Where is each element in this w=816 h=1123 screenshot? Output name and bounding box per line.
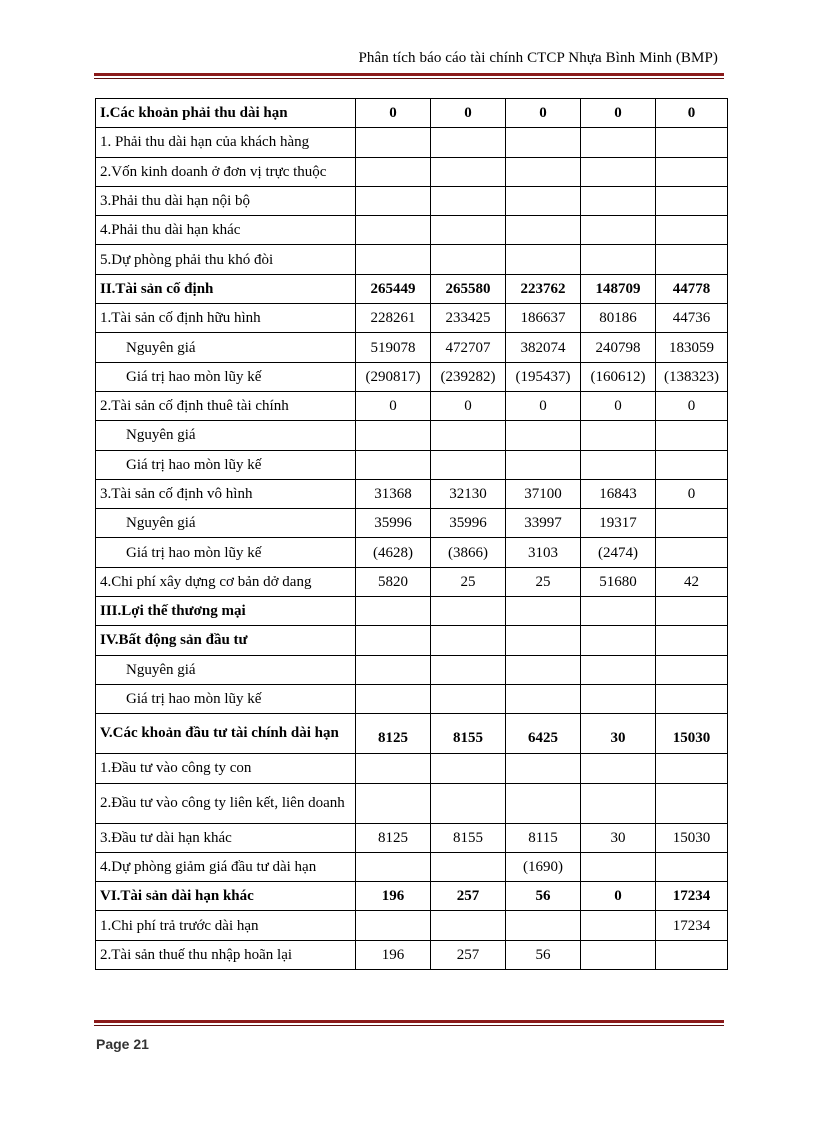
value-cell: [581, 245, 656, 274]
value-cell: 37100: [506, 479, 581, 508]
table-row: [96, 754, 728, 783]
value-cell: [581, 157, 656, 186]
value-cell: 56: [506, 882, 581, 911]
table-row: [96, 245, 728, 274]
value-cell: (195437): [506, 362, 581, 391]
value-cell: 25: [431, 567, 506, 596]
row-label: 2.Đầu tư vào công ty liên kết, liên doanh: [96, 783, 356, 823]
value-cell: [656, 655, 728, 684]
value-cell: (1690): [506, 852, 581, 881]
value-cell: [431, 754, 506, 783]
value-cell: [431, 421, 506, 450]
value-cell: [506, 245, 581, 274]
table-row: [96, 333, 728, 362]
value-cell: [506, 655, 581, 684]
balance-sheet-table: [95, 98, 728, 970]
table-row: [96, 450, 728, 479]
value-cell: [656, 940, 728, 969]
value-cell: 265449: [356, 274, 431, 303]
value-cell: [506, 128, 581, 157]
value-cell: [581, 597, 656, 626]
table-row: [96, 421, 728, 450]
row-label: 2.Tài sản cố định thuê tài chính: [96, 391, 356, 420]
value-cell: 19317: [581, 509, 656, 538]
value-cell: (4628): [356, 538, 431, 567]
value-cell: [506, 754, 581, 783]
value-cell: 30: [581, 714, 656, 754]
value-cell: 44778: [656, 274, 728, 303]
row-label: Nguyên giá: [96, 509, 356, 538]
table-row: [96, 391, 728, 420]
value-cell: 0: [431, 391, 506, 420]
value-cell: [431, 626, 506, 655]
value-cell: 16843: [581, 479, 656, 508]
value-cell: 17234: [656, 911, 728, 940]
value-cell: 8125: [356, 823, 431, 852]
page-number: Page 21: [96, 1036, 149, 1052]
value-cell: [656, 754, 728, 783]
table-row: [96, 274, 728, 303]
value-cell: [656, 128, 728, 157]
table-row: [96, 597, 728, 626]
value-cell: [431, 157, 506, 186]
row-label: 4.Dự phòng giảm giá đầu tư dài hạn: [96, 852, 356, 881]
value-cell: [581, 684, 656, 713]
table-row: [96, 626, 728, 655]
value-cell: 382074: [506, 333, 581, 362]
value-cell: 8155: [431, 714, 506, 754]
value-cell: [356, 852, 431, 881]
value-cell: [431, 597, 506, 626]
value-cell: [356, 216, 431, 245]
table-body: [96, 99, 728, 970]
table-row: [96, 882, 728, 911]
row-label: IV.Bất động sản đầu tư: [96, 626, 356, 655]
value-cell: [581, 186, 656, 215]
value-cell: [656, 509, 728, 538]
value-cell: [656, 186, 728, 215]
table-row: [96, 911, 728, 940]
value-cell: 196: [356, 882, 431, 911]
value-cell: 32130: [431, 479, 506, 508]
value-cell: 233425: [431, 304, 506, 333]
value-cell: [506, 911, 581, 940]
value-cell: 6425: [506, 714, 581, 754]
value-cell: 30: [581, 823, 656, 852]
value-cell: [431, 128, 506, 157]
value-cell: [506, 216, 581, 245]
value-cell: [656, 450, 728, 479]
value-cell: (160612): [581, 362, 656, 391]
value-cell: 0: [506, 391, 581, 420]
value-cell: [581, 655, 656, 684]
value-cell: [656, 852, 728, 881]
row-label: 1. Phải thu dài hạn của khách hàng: [96, 128, 356, 157]
row-label: 4.Chi phí xây dựng cơ bản dở dang: [96, 567, 356, 596]
value-cell: [431, 911, 506, 940]
value-cell: 35996: [356, 509, 431, 538]
footer-rule-thin: [94, 1025, 724, 1026]
value-cell: [581, 421, 656, 450]
value-cell: 183059: [656, 333, 728, 362]
value-cell: [356, 421, 431, 450]
value-cell: [506, 421, 581, 450]
row-label: Giá trị hao mòn lũy kế: [96, 362, 356, 391]
value-cell: [656, 421, 728, 450]
row-label: 1.Chi phí trả trước dài hạn: [96, 911, 356, 940]
header-rule-thin: [94, 78, 724, 79]
value-cell: [356, 626, 431, 655]
value-cell: 240798: [581, 333, 656, 362]
value-cell: [656, 597, 728, 626]
value-cell: [356, 157, 431, 186]
footer-rule-thick: [94, 1020, 724, 1023]
value-cell: [506, 186, 581, 215]
value-cell: 0: [656, 99, 728, 128]
table-row: [96, 479, 728, 508]
value-cell: 8125: [356, 714, 431, 754]
value-cell: 33997: [506, 509, 581, 538]
row-label: Nguyên giá: [96, 655, 356, 684]
value-cell: [581, 626, 656, 655]
value-cell: (239282): [431, 362, 506, 391]
value-cell: [581, 754, 656, 783]
value-cell: (2474): [581, 538, 656, 567]
value-cell: [431, 655, 506, 684]
value-cell: [656, 626, 728, 655]
value-cell: 17234: [656, 882, 728, 911]
value-cell: 257: [431, 882, 506, 911]
row-label: 3.Tài sản cố định vô hình: [96, 479, 356, 508]
table-row: [96, 538, 728, 567]
row-label: 5.Dự phòng phải thu khó đòi: [96, 245, 356, 274]
value-cell: 472707: [431, 333, 506, 362]
value-cell: [656, 538, 728, 567]
value-cell: 0: [506, 99, 581, 128]
table-row: [96, 509, 728, 538]
value-cell: [656, 245, 728, 274]
value-cell: 0: [356, 391, 431, 420]
value-cell: 51680: [581, 567, 656, 596]
value-cell: [431, 186, 506, 215]
value-cell: [506, 157, 581, 186]
value-cell: 8155: [431, 823, 506, 852]
value-cell: 25: [506, 567, 581, 596]
value-cell: [506, 597, 581, 626]
row-label: Nguyên giá: [96, 421, 356, 450]
value-cell: 0: [356, 99, 431, 128]
value-cell: [356, 684, 431, 713]
value-cell: 228261: [356, 304, 431, 333]
value-cell: [506, 450, 581, 479]
table-row: [96, 655, 728, 684]
row-label: V.Các khoản đầu tư tài chính dài hạn: [96, 714, 356, 754]
row-label: Giá trị hao mòn lũy kế: [96, 684, 356, 713]
value-cell: [431, 684, 506, 713]
value-cell: [581, 216, 656, 245]
value-cell: [356, 128, 431, 157]
value-cell: [581, 128, 656, 157]
value-cell: 15030: [656, 714, 728, 754]
value-cell: [506, 626, 581, 655]
table-row: [96, 128, 728, 157]
table-row: [96, 157, 728, 186]
value-cell: [356, 754, 431, 783]
value-cell: [581, 911, 656, 940]
value-cell: 0: [656, 391, 728, 420]
value-cell: [506, 783, 581, 823]
value-cell: [581, 783, 656, 823]
document-title: Phân tích báo cáo tài chính CTCP Nhựa Bình Minh (BMP): [358, 50, 718, 66]
row-label: 2.Tài sản thuế thu nhập hoãn lại: [96, 940, 356, 969]
value-cell: [656, 157, 728, 186]
row-label: Nguyên giá: [96, 333, 356, 362]
value-cell: 257: [431, 940, 506, 969]
table-row: [96, 852, 728, 881]
value-cell: [431, 216, 506, 245]
value-cell: [356, 450, 431, 479]
table-row: [96, 362, 728, 391]
value-cell: [506, 684, 581, 713]
value-cell: [581, 940, 656, 969]
value-cell: 8115: [506, 823, 581, 852]
row-label: 1.Đầu tư vào công ty con: [96, 754, 356, 783]
table-row: [96, 783, 728, 823]
row-label: VI.Tài sản dài hạn khác: [96, 882, 356, 911]
row-label: 4.Phải thu dài hạn khác: [96, 216, 356, 245]
value-cell: [356, 783, 431, 823]
value-cell: 80186: [581, 304, 656, 333]
value-cell: 265580: [431, 274, 506, 303]
value-cell: 3103: [506, 538, 581, 567]
table-row: [96, 823, 728, 852]
value-cell: 15030: [656, 823, 728, 852]
value-cell: 5820: [356, 567, 431, 596]
value-cell: 0: [581, 391, 656, 420]
table-row: [96, 684, 728, 713]
row-label: III.Lợi thế thương mại: [96, 597, 356, 626]
value-cell: 223762: [506, 274, 581, 303]
value-cell: [356, 655, 431, 684]
value-cell: [581, 450, 656, 479]
value-cell: (138323): [656, 362, 728, 391]
table-row: [96, 99, 728, 128]
table-row: [96, 714, 728, 754]
value-cell: 44736: [656, 304, 728, 333]
row-label: I.Các khoản phải thu dài hạn: [96, 99, 356, 128]
value-cell: 186637: [506, 304, 581, 333]
value-cell: (3866): [431, 538, 506, 567]
row-label: 1.Tài sản cố định hữu hình: [96, 304, 356, 333]
row-label: 3.Đầu tư dài hạn khác: [96, 823, 356, 852]
header-rule-thick: [94, 73, 724, 76]
value-cell: [431, 245, 506, 274]
value-cell: 0: [431, 99, 506, 128]
value-cell: [356, 597, 431, 626]
value-cell: 56: [506, 940, 581, 969]
row-label: II.Tài sản cố định: [96, 274, 356, 303]
value-cell: [356, 911, 431, 940]
value-cell: 42: [656, 567, 728, 596]
value-cell: [581, 852, 656, 881]
value-cell: [431, 450, 506, 479]
value-cell: 35996: [431, 509, 506, 538]
table-row: [96, 186, 728, 215]
value-cell: 0: [656, 479, 728, 508]
value-cell: [656, 216, 728, 245]
value-cell: [656, 783, 728, 823]
value-cell: 196: [356, 940, 431, 969]
value-cell: 0: [581, 882, 656, 911]
value-cell: [656, 684, 728, 713]
value-cell: 148709: [581, 274, 656, 303]
table-row: [96, 567, 728, 596]
table-row: [96, 304, 728, 333]
value-cell: [356, 186, 431, 215]
row-label: 2.Vốn kinh doanh ở đơn vị trực thuộc: [96, 157, 356, 186]
row-label: 3.Phải thu dài hạn nội bộ: [96, 186, 356, 215]
value-cell: 0: [581, 99, 656, 128]
value-cell: [431, 852, 506, 881]
value-cell: [356, 245, 431, 274]
table-row: [96, 216, 728, 245]
value-cell: 519078: [356, 333, 431, 362]
value-cell: [431, 783, 506, 823]
row-label: Giá trị hao mòn lũy kế: [96, 538, 356, 567]
value-cell: (290817): [356, 362, 431, 391]
row-label: Giá trị hao mòn lũy kế: [96, 450, 356, 479]
table-row: [96, 940, 728, 969]
value-cell: 31368: [356, 479, 431, 508]
